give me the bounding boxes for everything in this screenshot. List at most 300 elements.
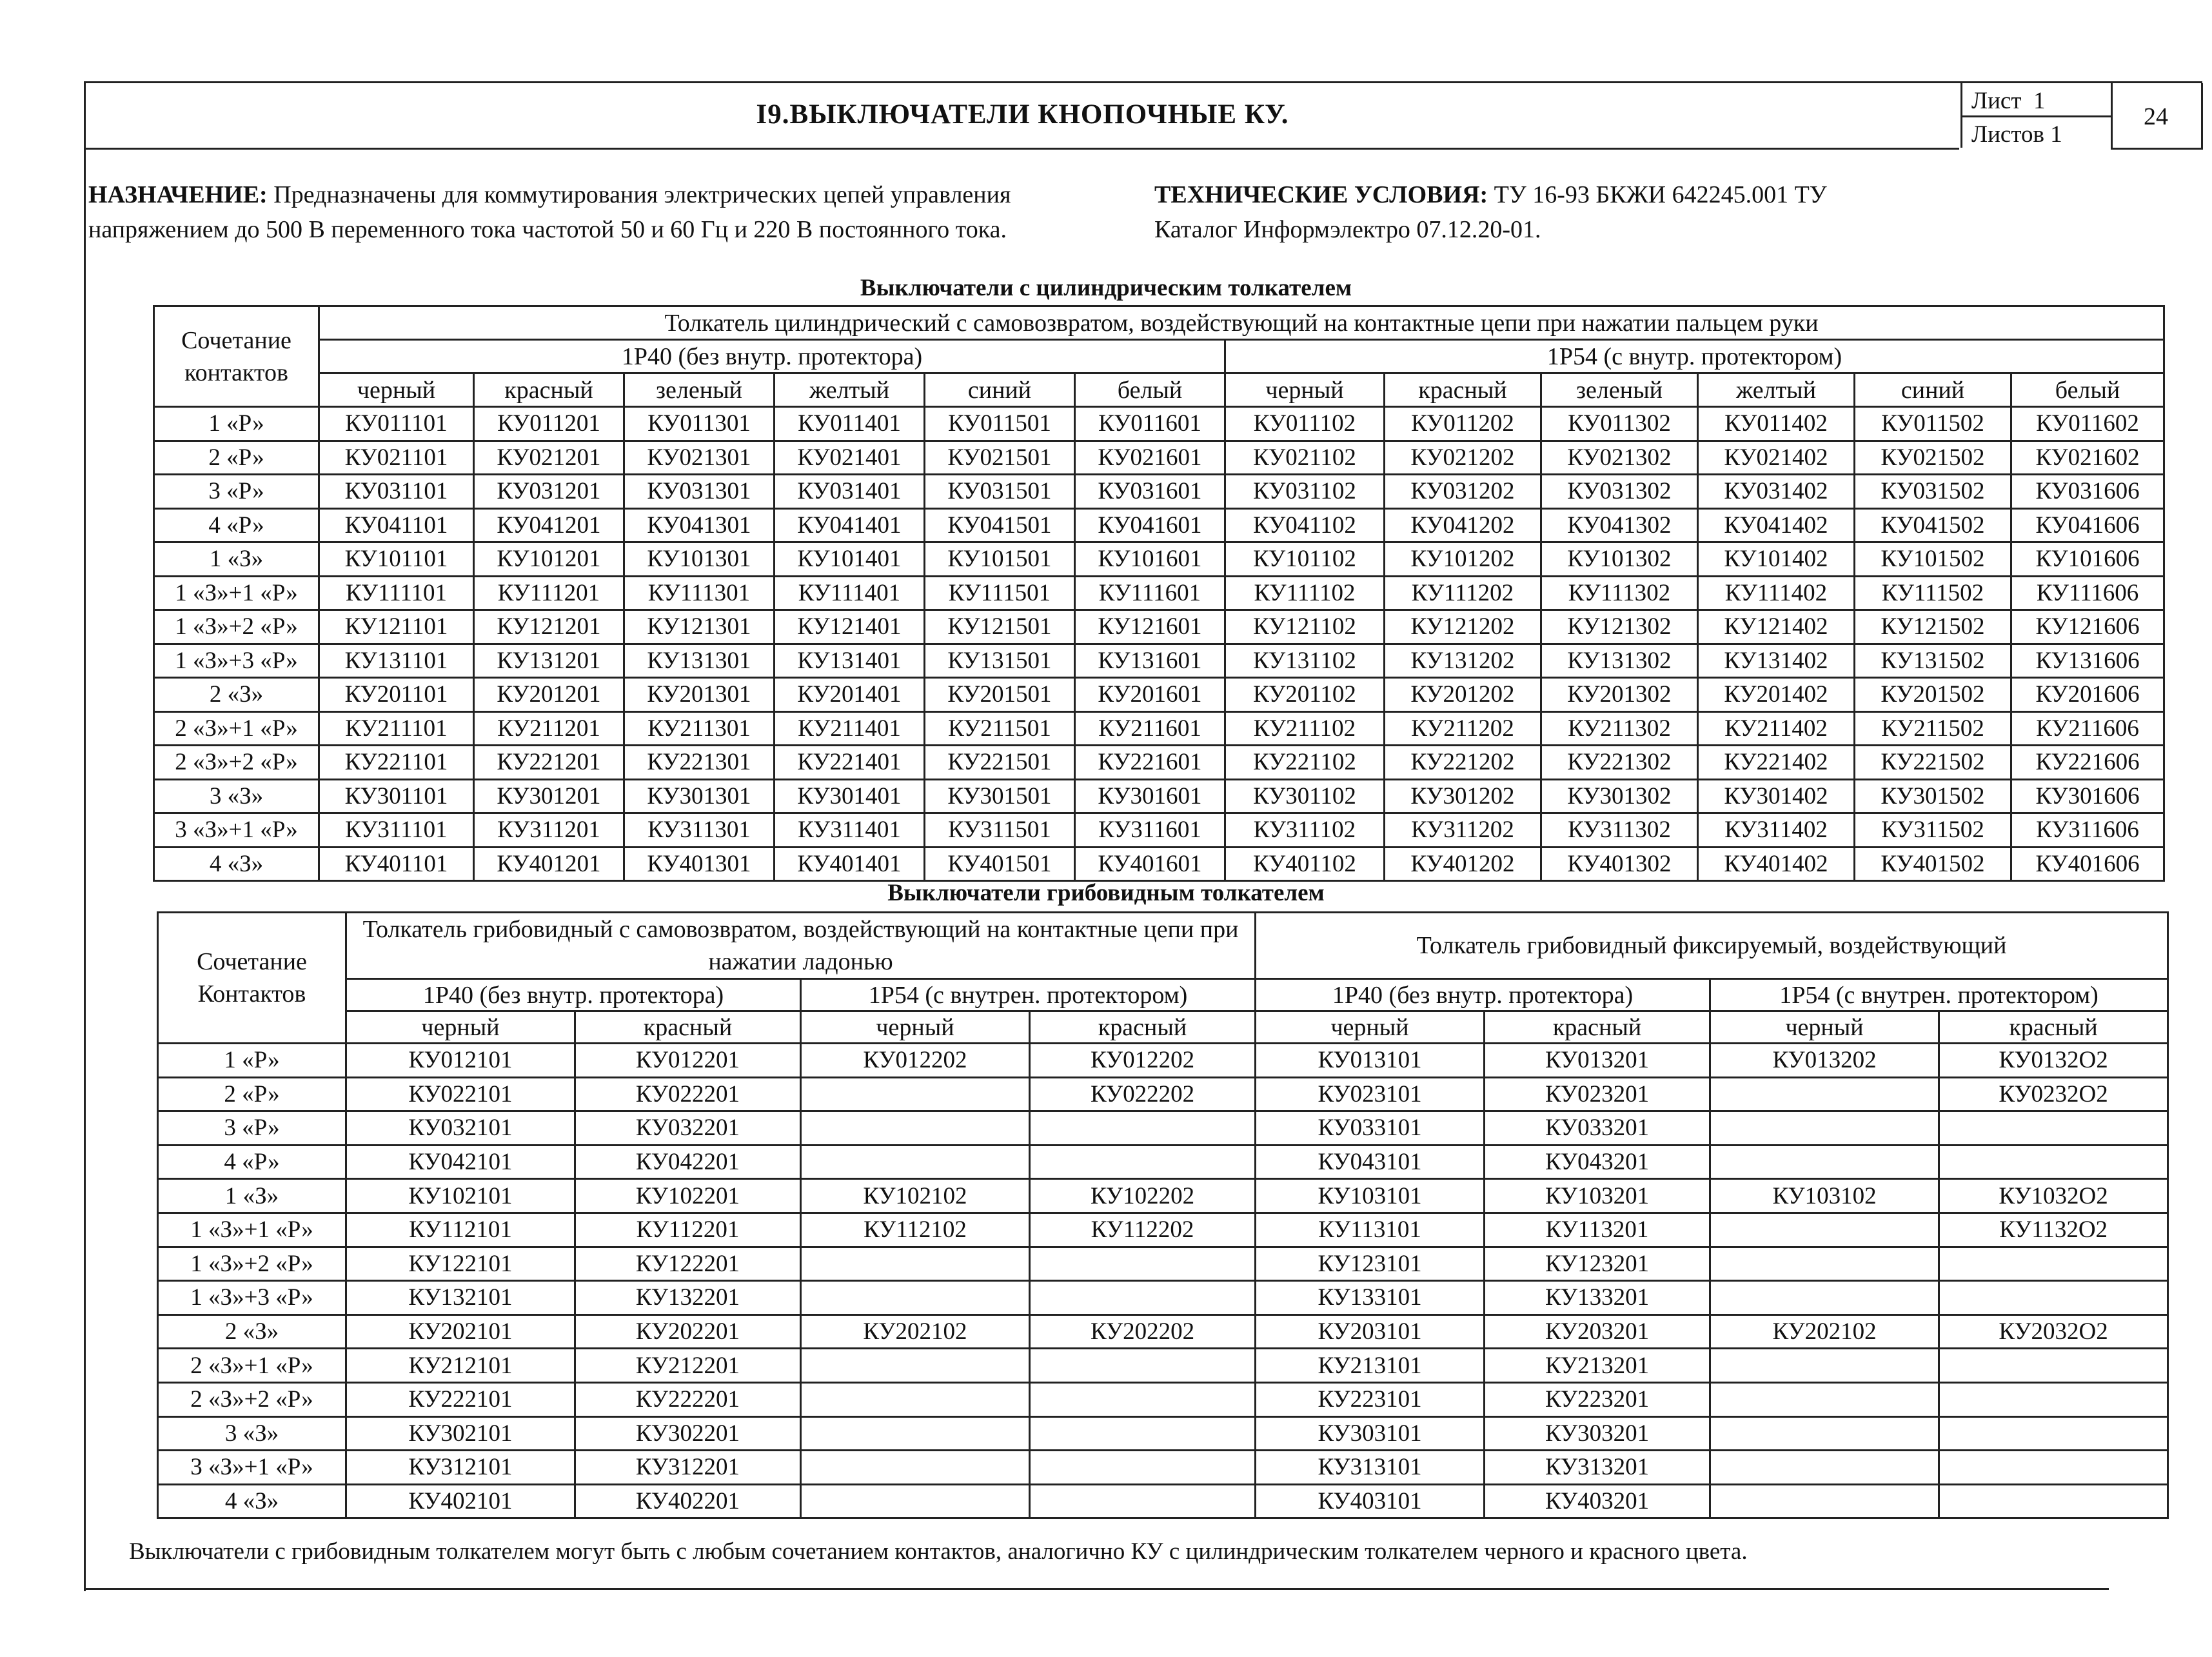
catalog-code: КУ223201	[1485, 1382, 1710, 1416]
contact-combination: 4 «Р»	[154, 508, 319, 542]
catalog-code: КУ121601	[1075, 610, 1225, 644]
catalog-code: КУ301402	[1698, 779, 1855, 813]
catalog-code	[801, 1281, 1030, 1315]
sheet-value: 1	[2033, 88, 2046, 114]
contact-combination: 3 «З»	[154, 779, 319, 813]
catalog-code	[1030, 1416, 1256, 1451]
catalog-code	[801, 1111, 1030, 1146]
table-row	[158, 1281, 2168, 1315]
catalog-code: КУ111601	[1075, 576, 1225, 610]
catalog-code: КУ022202	[1030, 1077, 1256, 1111]
catalog-code: КУ211201	[474, 711, 624, 746]
table-row	[154, 644, 2164, 678]
catalog-code: КУ012202	[801, 1044, 1030, 1078]
catalog-code: КУ121302	[1541, 610, 1698, 644]
color-header: черный	[1256, 1011, 1485, 1044]
specs-paragraph	[1154, 177, 1827, 247]
catalog-code: КУ041401	[775, 508, 925, 542]
catalog-code: КУ031501	[925, 475, 1075, 509]
catalog-code: КУ041606	[2011, 508, 2164, 542]
contact-combination: 1 «З»	[158, 1179, 346, 1213]
catalog-code: КУ111201	[474, 576, 624, 610]
catalog-code	[1030, 1382, 1256, 1416]
catalog-code: КУ042201	[575, 1145, 801, 1179]
catalog-code: КУ043101	[1256, 1145, 1485, 1179]
catalog-code: КУ031401	[775, 475, 925, 509]
table-row	[158, 1044, 2168, 1078]
catalog-code	[1710, 1349, 1939, 1383]
table-row	[158, 1416, 2168, 1451]
catalog-code: КУ0132О2	[1939, 1044, 2168, 1078]
catalog-code	[801, 1451, 1030, 1485]
table-row	[154, 746, 2164, 780]
catalog-code: КУ312201	[575, 1451, 801, 1485]
catalog-code: КУ041601	[1075, 508, 1225, 542]
contact-combination: 1 «Р»	[154, 407, 319, 441]
contact-combination: 1 «З»+1 «Р»	[158, 1213, 346, 1247]
catalog-code: КУ133101	[1256, 1281, 1485, 1315]
mushroom-switches-table	[157, 911, 2169, 1519]
drawing-frame-bottom	[84, 1588, 2109, 1590]
catalog-code: КУ111301	[624, 576, 775, 610]
table2-caption: Выключатели грибовидным толкателем	[887, 880, 1325, 906]
catalog-code: КУ223101	[1256, 1382, 1485, 1416]
catalog-code: КУ402101	[346, 1484, 575, 1518]
table-row	[154, 542, 2164, 577]
catalog-code: КУ213101	[1256, 1349, 1485, 1383]
color-header: красный	[1030, 1011, 1256, 1044]
color-header: желтый	[1698, 373, 1855, 407]
sheet-cell	[1971, 87, 2046, 115]
catalog-code: КУ103102	[1710, 1179, 1939, 1213]
catalog-code: КУ021502	[1855, 441, 2011, 475]
table-row	[158, 1315, 2168, 1349]
catalog-code: КУ203201	[1485, 1315, 1710, 1349]
catalog-code: КУ301502	[1855, 779, 2011, 813]
catalog-code: КУ041101	[319, 508, 474, 542]
catalog-code: КУ311606	[2011, 813, 2164, 848]
catalog-code: КУ112102	[801, 1213, 1030, 1247]
catalog-code: КУ131502	[1855, 644, 2011, 678]
catalog-code: КУ212101	[346, 1349, 575, 1383]
table-row	[154, 373, 2164, 407]
catalog-code: КУ013201	[1485, 1044, 1710, 1078]
catalog-code: КУ201101	[319, 678, 474, 712]
catalog-code: КУ102202	[1030, 1179, 1256, 1213]
catalog-code: КУ101606	[2011, 542, 2164, 577]
contact-combination: 1 «З»+2 «Р»	[154, 610, 319, 644]
table-row	[158, 1484, 2168, 1518]
color-header: зеленый	[1541, 373, 1698, 407]
contact-combination: 1 «З»+3 «Р»	[154, 644, 319, 678]
sheets-value: 1	[2050, 121, 2062, 148]
table-row	[154, 441, 2164, 475]
catalog-code: КУ131102	[1225, 644, 1385, 678]
table1-caption: Выключатели с цилиндрическим толкателем	[860, 275, 1352, 301]
catalog-code: КУ311402	[1698, 813, 1855, 848]
catalog-code: КУ313201	[1485, 1451, 1710, 1485]
catalog-code: КУ401301	[624, 847, 775, 881]
catalog-code: КУ221301	[624, 746, 775, 780]
catalog-code: КУ221202	[1385, 746, 1541, 780]
catalog-code: КУ133201	[1485, 1281, 1710, 1315]
catalog-code: КУ312101	[346, 1451, 575, 1485]
catalog-code: КУ102101	[346, 1179, 575, 1213]
color-header: черный	[346, 1011, 575, 1044]
catalog-code: КУ032101	[346, 1111, 575, 1146]
purpose-line-1	[88, 177, 1011, 212]
catalog-code: КУ031201	[474, 475, 624, 509]
catalog-code: КУ311102	[1225, 813, 1385, 848]
catalog-code: КУ031601	[1075, 475, 1225, 509]
catalog-code: КУ113101	[1256, 1213, 1485, 1247]
catalog-code: КУ213201	[1485, 1349, 1710, 1383]
catalog-code: КУ122201	[575, 1247, 801, 1281]
catalog-code: КУ302101	[346, 1416, 575, 1451]
contact-combination: 3 «З»+1 «Р»	[158, 1451, 346, 1485]
color-header: черный	[801, 1011, 1030, 1044]
catalog-code	[1030, 1281, 1256, 1315]
catalog-code: КУ131101	[319, 644, 474, 678]
catalog-code: КУ032201	[575, 1111, 801, 1146]
catalog-code: КУ212201	[575, 1349, 801, 1383]
catalog-code: КУ131601	[1075, 644, 1225, 678]
catalog-code: КУ121501	[925, 610, 1075, 644]
catalog-code: КУ011501	[925, 407, 1075, 441]
catalog-code: КУ041301	[624, 508, 775, 542]
catalog-code: КУ121606	[2011, 610, 2164, 644]
group-header-self-return: Толкатель грибовидный с самовозвратом, воздействующий на контактные цепи при нажатии ладонью	[346, 913, 1256, 979]
catalog-code: КУ201301	[624, 678, 775, 712]
color-header: красный	[474, 373, 624, 407]
table-row	[154, 779, 2164, 813]
catalog-code: КУ031102	[1225, 475, 1385, 509]
catalog-code: КУ101201	[474, 542, 624, 577]
purpose-paragraph	[88, 177, 1011, 247]
catalog-code: КУ202201	[575, 1315, 801, 1349]
catalog-code: КУ211402	[1698, 711, 1855, 746]
contact-combination: 2 «З»	[154, 678, 319, 712]
protection-header: 1Р54 (с внутрен. протектором)	[1710, 979, 2168, 1011]
specs-line-1	[1154, 177, 1827, 212]
catalog-code: КУ202101	[346, 1315, 575, 1349]
catalog-code: КУ023101	[1256, 1077, 1485, 1111]
catalog-code: КУ121201	[474, 610, 624, 644]
catalog-code: КУ033101	[1256, 1111, 1485, 1146]
sheet-divider	[1962, 115, 2111, 117]
catalog-code: КУ111501	[925, 576, 1075, 610]
catalog-code: КУ211302	[1541, 711, 1698, 746]
catalog-code	[801, 1349, 1030, 1383]
catalog-code: КУ311401	[775, 813, 925, 848]
color-header: синий	[925, 373, 1075, 407]
sheets-cell	[1971, 121, 2062, 148]
catalog-code: КУ401502	[1855, 847, 2011, 881]
catalog-code: КУ101502	[1855, 542, 2011, 577]
catalog-code: КУ013202	[1710, 1044, 1939, 1078]
catalog-code	[1030, 1111, 1256, 1146]
catalog-code: КУ311301	[624, 813, 775, 848]
catalog-code: КУ021601	[1075, 441, 1225, 475]
catalog-code: КУ131301	[624, 644, 775, 678]
catalog-code: КУ121202	[1385, 610, 1541, 644]
catalog-code: КУ031302	[1541, 475, 1698, 509]
catalog-code	[1030, 1145, 1256, 1179]
contact-combination: 1 «З»+1 «Р»	[154, 576, 319, 610]
table-row	[154, 813, 2164, 848]
catalog-code: КУ131401	[775, 644, 925, 678]
table-row	[158, 1077, 2168, 1111]
table-row	[158, 913, 2168, 979]
catalog-code: КУ101302	[1541, 542, 1698, 577]
catalog-code: КУ042101	[346, 1145, 575, 1179]
catalog-code: КУ112202	[1030, 1213, 1256, 1247]
catalog-code: КУ301401	[775, 779, 925, 813]
catalog-code: КУ101501	[925, 542, 1075, 577]
catalog-code: КУ031502	[1855, 475, 2011, 509]
footnote: Выключатели с грибовидным толкателем могут быть с любым сочетанием контактов, аналогично КУ с цилиндрическим толкателем черного и красного цвета.	[129, 1538, 1748, 1565]
catalog-code: КУ301202	[1385, 779, 1541, 813]
catalog-code: КУ202202	[1030, 1315, 1256, 1349]
contact-combination: 4 «Р»	[158, 1145, 346, 1179]
catalog-code	[1710, 1213, 1939, 1247]
catalog-code: КУ041502	[1855, 508, 2011, 542]
title-block	[86, 83, 1959, 150]
catalog-code	[801, 1484, 1030, 1518]
catalog-code: КУ112201	[575, 1213, 801, 1247]
sheet-label: Лист	[1971, 88, 2022, 114]
catalog-code: КУ303101	[1256, 1416, 1485, 1451]
catalog-code: КУ041102	[1225, 508, 1385, 542]
catalog-code: КУ033201	[1485, 1111, 1710, 1146]
sheet-info-box	[1960, 83, 2113, 148]
catalog-code: КУ041201	[474, 508, 624, 542]
catalog-code: КУ313101	[1256, 1451, 1485, 1485]
contact-combination: 2 «З»+2 «Р»	[154, 746, 319, 780]
catalog-code: КУ013101	[1256, 1044, 1485, 1078]
catalog-code: КУ202102	[801, 1315, 1030, 1349]
catalog-code	[801, 1247, 1030, 1281]
catalog-code: КУ1032О2	[1939, 1179, 2168, 1213]
catalog-code: КУ121502	[1855, 610, 2011, 644]
color-header: белый	[2011, 373, 2164, 407]
catalog-code: КУ021602	[2011, 441, 2164, 475]
color-header: красный	[575, 1011, 801, 1044]
catalog-code: КУ401101	[319, 847, 474, 881]
catalog-code: КУ301301	[624, 779, 775, 813]
catalog-code: КУ222101	[346, 1382, 575, 1416]
catalog-code: КУ201402	[1698, 678, 1855, 712]
catalog-code: КУ201202	[1385, 678, 1541, 712]
contact-combination: 1 «Р»	[158, 1044, 346, 1078]
table-row	[154, 610, 2164, 644]
contact-combination: 3 «Р»	[158, 1111, 346, 1146]
color-header: черный	[1710, 1011, 1939, 1044]
protection-header: 1Р40 (без внутр. протектора)	[346, 979, 801, 1011]
catalog-code	[1939, 1145, 2168, 1179]
catalog-code: КУ021101	[319, 441, 474, 475]
table-row	[154, 678, 2164, 712]
catalog-code: КУ403201	[1485, 1484, 1710, 1518]
catalog-code: КУ203101	[1256, 1315, 1485, 1349]
table-row	[154, 508, 2164, 542]
catalog-code	[1030, 1247, 1256, 1281]
catalog-code: КУ121301	[624, 610, 775, 644]
purpose-line-2: напряжением до 500 В переменного тока частотой 50 и 60 Гц и 220 В постоянного тока.	[88, 216, 1007, 243]
catalog-code: КУ221601	[1075, 746, 1225, 780]
catalog-code: КУ401501	[925, 847, 1075, 881]
catalog-code: КУ102201	[575, 1179, 801, 1213]
catalog-code: КУ401302	[1541, 847, 1698, 881]
catalog-code: КУ101101	[319, 542, 474, 577]
catalog-code: КУ401402	[1698, 847, 1855, 881]
catalog-code: КУ221401	[775, 746, 925, 780]
specs-text-1: ТУ 16-93 БКЖИ 642245.001 ТУ	[1488, 181, 1827, 208]
catalog-code: КУ121401	[775, 610, 925, 644]
catalog-code: КУ401601	[1075, 847, 1225, 881]
catalog-code: КУ131606	[2011, 644, 2164, 678]
color-header: черный	[1225, 373, 1385, 407]
combination-header: Сочетание контактов	[154, 306, 319, 407]
catalog-code	[801, 1077, 1030, 1111]
catalog-code	[801, 1382, 1030, 1416]
catalog-code: КУ103201	[1485, 1179, 1710, 1213]
contact-combination: 3 «З»+1 «Р»	[154, 813, 319, 848]
catalog-code: КУ023201	[1485, 1077, 1710, 1111]
table-row	[158, 1213, 2168, 1247]
catalog-code: КУ301101	[319, 779, 474, 813]
catalog-code: КУ111302	[1541, 576, 1698, 610]
catalog-code: КУ012101	[346, 1044, 575, 1078]
table-row	[158, 1179, 2168, 1213]
catalog-code: КУ122101	[346, 1247, 575, 1281]
catalog-code: КУ021401	[775, 441, 925, 475]
catalog-code: КУ132101	[346, 1281, 575, 1315]
catalog-code: КУ011602	[2011, 407, 2164, 441]
catalog-code: КУ101202	[1385, 542, 1541, 577]
catalog-code: КУ021301	[624, 441, 775, 475]
catalog-code: КУ031301	[624, 475, 775, 509]
catalog-code: КУ101601	[1075, 542, 1225, 577]
catalog-code: КУ201401	[775, 678, 925, 712]
catalog-code: КУ131402	[1698, 644, 1855, 678]
catalog-code: КУ311101	[319, 813, 474, 848]
catalog-code: КУ101401	[775, 542, 925, 577]
catalog-code: КУ011201	[474, 407, 624, 441]
table-row	[154, 847, 2164, 881]
catalog-code: КУ012201	[575, 1044, 801, 1078]
catalog-code: КУ111402	[1698, 576, 1855, 610]
table-row	[158, 1349, 2168, 1383]
catalog-code: КУ403101	[1256, 1484, 1485, 1518]
color-header: синий	[1855, 373, 2011, 407]
catalog-code: КУ021501	[925, 441, 1075, 475]
catalog-code: КУ012202	[1030, 1044, 1256, 1078]
catalog-code: КУ221501	[925, 746, 1075, 780]
catalog-code: КУ043201	[1485, 1145, 1710, 1179]
specs-label: ТЕХНИЧЕСКИЕ УСЛОВИЯ:	[1154, 181, 1488, 208]
catalog-code: КУ201102	[1225, 678, 1385, 712]
catalog-code: КУ401202	[1385, 847, 1541, 881]
catalog-code: КУ021201	[474, 441, 624, 475]
contact-combination: 1 «З»+3 «Р»	[158, 1281, 346, 1315]
contact-combination: 2 «З»+1 «Р»	[154, 711, 319, 746]
catalog-code: КУ101102	[1225, 542, 1385, 577]
catalog-code: КУ132201	[575, 1281, 801, 1315]
contact-combination: 4 «З»	[154, 847, 319, 881]
catalog-code: КУ021302	[1541, 441, 1698, 475]
catalog-code: КУ103101	[1256, 1179, 1485, 1213]
table-row	[158, 979, 2168, 1011]
catalog-code: КУ021102	[1225, 441, 1385, 475]
catalog-code	[1939, 1484, 2168, 1518]
catalog-code: КУ131302	[1541, 644, 1698, 678]
catalog-code: КУ011601	[1075, 407, 1225, 441]
catalog-code: КУ111606	[2011, 576, 2164, 610]
catalog-code: КУ311302	[1541, 813, 1698, 848]
catalog-code: КУ123201	[1485, 1247, 1710, 1281]
catalog-code: КУ211502	[1855, 711, 2011, 746]
catalog-code: КУ301201	[474, 779, 624, 813]
catalog-code: КУ201502	[1855, 678, 2011, 712]
catalog-code: КУ011401	[775, 407, 925, 441]
catalog-code: КУ113201	[1485, 1213, 1710, 1247]
catalog-code: КУ201606	[2011, 678, 2164, 712]
contact-combination: 2 «З»+1 «Р»	[158, 1349, 346, 1383]
catalog-code	[1939, 1382, 2168, 1416]
color-header: желтый	[775, 373, 925, 407]
group-header: Толкатель цилиндрический с самовозвратом, воздействующий на контактные цепи при нажатии пальцем руки	[319, 306, 2164, 340]
purpose-label: НАЗНАЧЕНИЕ:	[88, 181, 268, 208]
protection-header-ip54: 1Р54 (с внутр. протектором)	[1225, 340, 2164, 373]
catalog-code: КУ131201	[474, 644, 624, 678]
catalog-code: КУ011101	[319, 407, 474, 441]
catalog-code: КУ211606	[2011, 711, 2164, 746]
catalog-code: КУ121402	[1698, 610, 1855, 644]
protection-header: 1Р54 (с внутрен. протектором)	[801, 979, 1256, 1011]
table-row	[154, 475, 2164, 509]
catalog-code	[1939, 1247, 2168, 1281]
catalog-code: КУ301102	[1225, 779, 1385, 813]
page-number: 24	[2144, 103, 2168, 130]
catalog-code: КУ221402	[1698, 746, 1855, 780]
catalog-code: КУ301606	[2011, 779, 2164, 813]
catalog-code: КУ041302	[1541, 508, 1698, 542]
catalog-code	[1030, 1484, 1256, 1518]
catalog-code: КУ011102	[1225, 407, 1385, 441]
catalog-code: КУ031202	[1385, 475, 1541, 509]
catalog-code: КУ123101	[1256, 1247, 1485, 1281]
catalog-code: КУ022101	[346, 1077, 575, 1111]
contact-combination: 2 «Р»	[158, 1077, 346, 1111]
catalog-code: КУ111202	[1385, 576, 1541, 610]
catalog-code: КУ401102	[1225, 847, 1385, 881]
catalog-code: КУ211601	[1075, 711, 1225, 746]
catalog-code: КУ401606	[2011, 847, 2164, 881]
catalog-code: КУ112101	[346, 1213, 575, 1247]
catalog-code: КУ221302	[1541, 746, 1698, 780]
color-header: белый	[1075, 373, 1225, 407]
table-row	[158, 1145, 2168, 1179]
catalog-code: КУ221101	[319, 746, 474, 780]
catalog-code	[1710, 1451, 1939, 1485]
catalog-code: КУ311601	[1075, 813, 1225, 848]
contact-combination: 1 «З»+2 «Р»	[158, 1247, 346, 1281]
catalog-code	[1939, 1281, 2168, 1315]
color-header: красный	[1385, 373, 1541, 407]
catalog-code: КУ021202	[1385, 441, 1541, 475]
catalog-code: КУ101402	[1698, 542, 1855, 577]
